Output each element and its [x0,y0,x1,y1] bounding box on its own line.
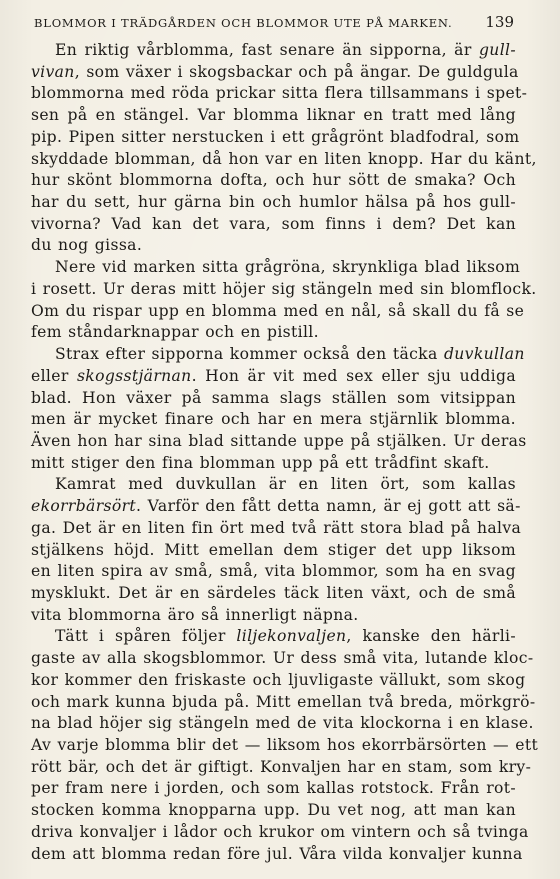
text-segment: kor kommer den friskaste och ljuvligaste vällukt, som skog [31,670,526,689]
italic-term: skogsstjärnan [76,366,192,385]
text-segment: och mark kunna bjuda på. Mitt emellan två breda, mörkgrö- [31,692,536,711]
text-segment: hur skönt blommorna dofta, och hur sött de smaka? Och [31,171,516,190]
text-line [31,713,534,735]
text-line [31,605,516,627]
text-segment: en liten spira av små, små, vita blommor, som ha en svag [31,562,516,581]
text-line [31,257,521,279]
text-line [31,83,528,105]
text-line [31,692,536,714]
text-line [31,518,522,540]
text-line [31,844,523,866]
text-segment: . Varför den fått detta namn, är ej gott att sä- [136,497,521,516]
text-line [31,583,516,605]
text-line [31,626,516,648]
page-number: 139 [485,13,514,31]
text-line [31,474,516,496]
italic-term: ekorrbärsört [31,497,137,516]
text-segment: vita blommorna äro så innerligt näpna. [31,605,359,624]
text-segment: har du sett, hur gärna bin och humlor hälsa på hos gull- [31,193,516,212]
text-line [31,540,516,562]
text-segment: na blad höjer sig stängeln med de vita klockorna i en klase. [31,714,534,733]
text-line [31,670,526,692]
text-segment: Nere vid marken sitta grågröna, skrynkliga blad liksom [55,258,521,277]
text-segment: blad. Hon växer på samma slags ställen som vitsippan [31,388,516,407]
text-segment: driva konvaljer i lådor och krukor om vintern och så tvinga [31,822,529,841]
text-line [31,344,525,366]
text-segment: , kanske den härli- [346,627,516,646]
text-segment: Strax efter sipporna kommer också den täcka [55,345,444,364]
text-segment: Tätt i spåren följer [55,627,237,646]
text-segment: blommorna med röda prickar sitta flera tillsammans i spet- [31,84,528,103]
text-line [31,149,537,171]
text-line [31,170,516,192]
text-line [31,648,534,670]
text-segment: Kamrat med duvkullan är en liten ört, som kallas [55,475,516,494]
body-text [31,40,539,865]
text-line [31,62,519,84]
text-segment: fem ståndarknappar och en pistill. [31,323,319,342]
italic-term: liljekonvaljen [236,627,347,646]
text-line [31,105,516,127]
text-line [31,214,516,236]
text-segment: ga. Det är en liten fin ört med två rätt stora blad på halva [31,518,522,537]
text-segment: Om du rispar upp en blomma med en nål, så skall du få se [31,301,525,320]
text-segment: mysklukt. Det är en särdeles täck liten växt, och de små [31,583,516,602]
text-segment: En riktig vårblomma, fast senare än sipporna, är [55,41,479,59]
text-segment: pip. Pipen sitter nerstucken i ett grågrönt bladfodral, som [31,127,520,146]
text-line [31,453,516,475]
text-line [31,235,516,257]
text-line [31,388,516,410]
text-line [31,561,516,583]
italic-term: vivan [31,62,75,81]
text-line [31,366,516,388]
text-segment: men är mycket finare och har en mera stjärnlik blomma. [31,410,516,429]
text-segment: , som växer i skogsbackar och på ängar. De guldgula [74,62,519,81]
text-line [31,735,539,757]
italic-term: duvkullan [443,345,525,364]
text-line [31,800,516,822]
text-line [31,822,529,844]
text-segment: skyddade blomman, då hon var en liten knopp. Har du känt, [31,149,537,168]
text-segment: . Hon är vit med sex eller sju uddiga [191,366,516,385]
text-segment: Även hon har sina blad sittande uppe på stjälken. Ur deras [31,431,527,450]
text-segment: i rosett. Ur deras mitt höjer sig stängeln med sin blomflock. [31,279,537,298]
text-segment: sen på en stängel. Var blomma liknar en tratt med lång [31,106,516,125]
text-segment: mitt stiger den fina blomman upp på ett trådfint skaft. [31,453,490,472]
text-segment: eller [31,366,77,385]
text-line [31,409,516,431]
running-title: BLOMMOR I TRÄDGÅRDEN OCH BLOMMOR UTE PÅ MARKEN. [34,16,453,30]
text-line [31,778,516,800]
text-line [31,279,537,301]
text-segment: vivorna? Vad kan det vara, som finns i dem? Det kan [31,214,516,233]
text-line [31,192,516,214]
text-segment: stocken komma knopparna upp. Du vet nog, att man kan [31,801,516,820]
text-line [31,301,525,323]
text-segment: stjälkens höjd. Mitt emellan dem stiger det upp liksom [31,540,516,559]
text-line [31,40,516,62]
text-segment: per fram nere i jorden, och som kallas rotstock. Från rot- [31,779,516,798]
text-line [31,496,521,518]
text-segment: Av varje blomma blir det — liksom hos ekorrbärsörten — ett [31,736,539,754]
text-line [31,757,532,779]
text-line [31,431,527,453]
text-segment: dem att blomma redan före jul. Våra vilda konvaljer kunna [31,844,523,863]
text-segment: gaste av alla skogsblommor. Ur dess små vita, lutande kloc- [31,649,534,668]
running-head [34,13,514,31]
text-segment: rött bär, och det är giftigt. Konvaljen har en stam, som kry- [31,757,532,776]
italic-term: gull- [478,41,516,59]
text-segment: du nog gissa. [31,236,143,255]
text-line [31,127,520,149]
text-line [31,322,516,344]
